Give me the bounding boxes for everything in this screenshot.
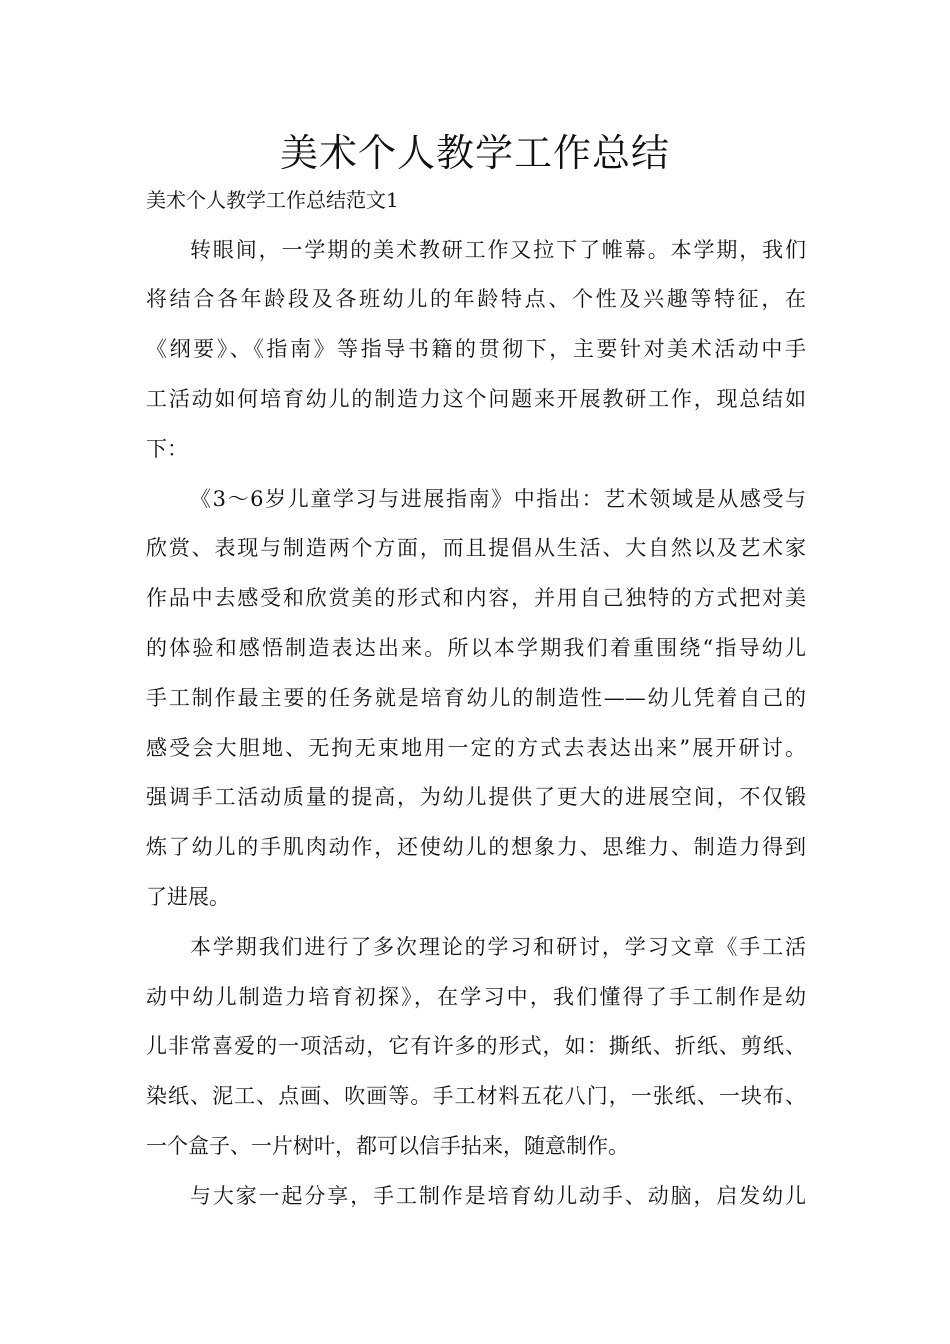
paragraph-3-line-5: 一个盒子、一片树叶，都可以信手拈来，随意制作。 [146,1134,629,1158]
paragraph-2-line-3: 作品中去感受和欣赏美的形式和内容，并用自己独特的方式把对美 [146,586,806,610]
paragraph-2-line-1: 《3～6岁儿童学习与进展指南》中指出：艺术领域是从感受与 [190,487,806,511]
paragraph-2-line-8: 炼了幼儿的手肌肉动作，还使幼儿的想象力、思维力、制造力得到 [146,835,806,859]
paragraph-3-line-2: 动中幼儿制造力培育初探》，在学习中，我们懂得了手工制作是幼 [146,985,806,1009]
paragraph-3-line-3: 儿非常喜爱的一项活动，它有许多的形式，如：撕纸、折纸、剪纸、 [146,1034,806,1058]
paragraph-4-line-1: 与大家一起分享，手工制作是培育幼儿动手、动脑，启发幼儿 [190,1184,806,1208]
paragraph-1-line-2: 将结合各年龄段及各班幼儿的年龄特点、个性及兴趣等特征，在 [146,287,806,311]
paragraph-2-line-9: 了进展。 [146,885,230,909]
paragraph-1-line-1: 转眼间，一学期的美术教研工作又拉下了帷幕。本学期，我们 [190,238,806,262]
paragraph-1-line-3: 《纲要》、《指南》等指导书籍的贯彻下，主要针对美术活动中手 [146,337,806,361]
document-subtitle: 美术个人教学工作总结范文1 [146,188,399,212]
document-title: 美术个人教学工作总结 [279,131,670,175]
paragraph-2-line-4: 的体验和感悟制造表达出来。所以本学期我们着重围绕“指导幼儿 [146,636,806,660]
paragraph-3-line-4: 染纸、泥工、点画、吹画等。手工材料五花八门，一张纸、一块布、 [146,1084,806,1108]
paragraph-3-line-1: 本学期我们进行了多次理论的学习和研讨，学习文章《手工活 [190,935,806,959]
paragraph-2-line-2: 欣赏、表现与制造两个方面，而且提倡从生活、大自然以及艺术家 [146,536,806,560]
paragraph-1-line-4: 工活动如何培育幼儿的制造力这个问题来开展教研工作，现总结如 [146,387,806,411]
paragraph-2-line-6: 感受会大胆地、无拘无束地用一定的方式去表达出来”展开研讨。 [146,736,806,760]
paragraph-1-line-5: 下： [146,437,188,461]
paragraph-2-line-7: 强调手工活动质量的提高，为幼儿提供了更大的进展空间，不仅锻 [146,785,806,809]
paragraph-2-line-5: 手工制作最主要的任务就是培育幼儿的制造性——幼儿凭着自己的 [146,686,806,710]
